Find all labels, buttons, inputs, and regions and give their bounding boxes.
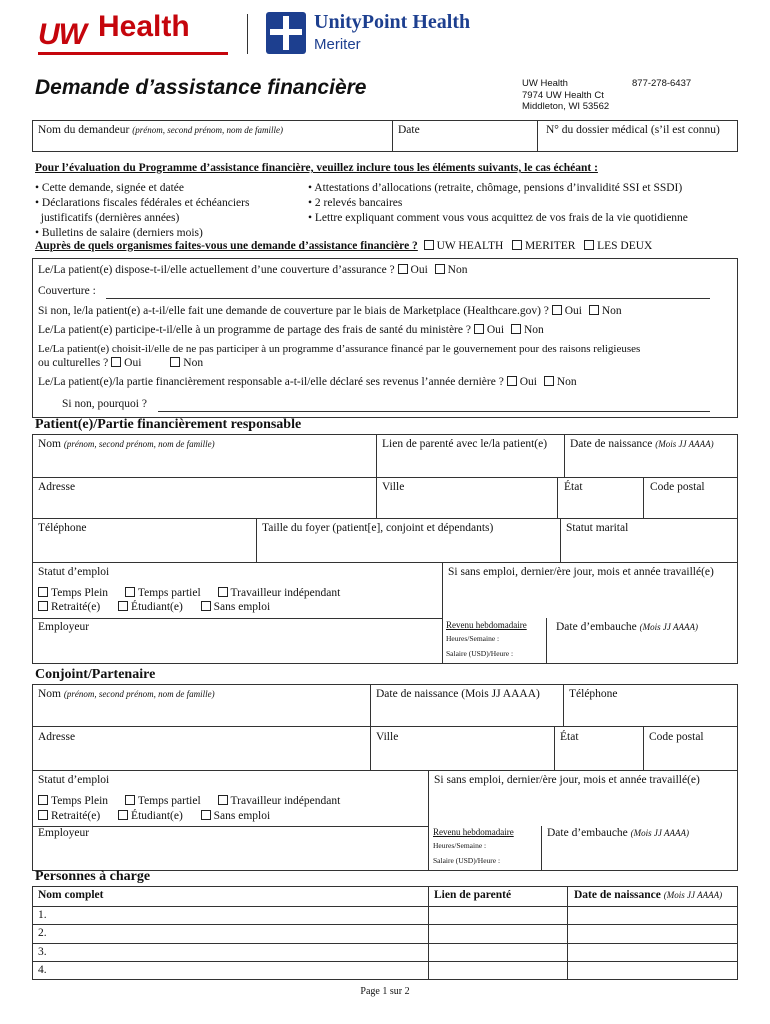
patient-unemployed-checkbox[interactable] — [201, 601, 211, 611]
both-checkbox[interactable] — [584, 240, 594, 250]
meriter-name: Meriter — [314, 36, 361, 53]
applicant-date-field[interactable]: Date — [398, 124, 420, 136]
spouse-employment-label: Statut d’emploi — [38, 774, 110, 786]
instructions-right-list: • Attestations d’allocations (retraite, chômage, pensions d’invalidité SSI et SSDI) • 2 relevés bancaires • Lettre expliquant comment vous vous acquittez de vos frais de la vie quotidienne — [308, 182, 688, 224]
spouse-retired-checkbox[interactable] — [38, 810, 48, 820]
phone-number: 877-278-6437 — [632, 78, 692, 89]
dependents-col-dob: Date de naissance (Mois JJ AAAA) — [574, 889, 723, 901]
spouse-section-title: Conjoint/Partenaire — [35, 667, 156, 682]
instructions-heading: Pour l’évaluation du Programme d’assistance financière, veuillez inclure tous les éléments suivants, le cas échéant : — [35, 162, 598, 174]
spouse-dob-field[interactable]: Date de naissance (Mois JJ AAAA) — [376, 688, 540, 700]
address-street: 7974 UW Health Ct — [522, 89, 604, 101]
cost-sharing-yes-checkbox[interactable] — [474, 324, 484, 334]
patient-city-field[interactable]: Ville — [382, 481, 405, 493]
spouse-address-field[interactable]: Adresse — [38, 731, 76, 743]
patient-address-field[interactable]: Adresse — [38, 481, 76, 493]
insurance-yes-checkbox[interactable] — [398, 264, 408, 274]
spouse-selfemployed-checkbox[interactable] — [218, 795, 228, 805]
patient-employment-options-2: Retraité(e) Étudiant(e) Sans emploi — [38, 601, 270, 613]
spouse-fulltime-checkbox[interactable] — [38, 795, 48, 805]
spouse-weekly-income[interactable]: Revenu hebdomadaire Heures/Semaine : Salaire (USD)/Heure : — [433, 827, 514, 865]
religious-question-cont: ou culturelles ? Oui Non — [38, 357, 204, 369]
dependent-row-4[interactable]: 4. — [38, 964, 47, 976]
dependents-col-name: Nom complet — [38, 889, 104, 901]
patient-phone-field[interactable]: Téléphone — [38, 522, 87, 534]
patient-student-checkbox[interactable] — [118, 601, 128, 611]
dependent-row-2[interactable]: 2. — [38, 927, 47, 939]
cost-sharing-no-checkbox[interactable] — [511, 324, 521, 334]
medical-record-field[interactable]: N° du dossier médical (s’il est connu) — [546, 124, 720, 136]
patient-retired-checkbox[interactable] — [38, 601, 48, 611]
coverage-input-line[interactable] — [106, 298, 710, 299]
meriter-checkbox[interactable] — [512, 240, 522, 250]
spouse-zip-field[interactable]: Code postal — [649, 731, 704, 743]
dependent-row-1[interactable]: 1. — [38, 909, 47, 921]
dependent-row-3[interactable]: 3. — [38, 946, 47, 958]
marketplace-question: Si non, le/la patient(e) a-t-il/elle fait une demande de couverture par le biais de Marketplace (Healthcare.gov) ? Oui Non — [38, 305, 622, 317]
spouse-employer-field[interactable]: Employeur — [38, 827, 90, 839]
spouse-name-field[interactable]: Nom (prénom, second prénom, nom de famille) — [38, 688, 215, 700]
patient-employment-label: Statut d’emploi — [38, 566, 110, 578]
address-block — [522, 78, 609, 113]
income-no-checkbox[interactable] — [544, 376, 554, 386]
patient-parttime-checkbox[interactable] — [125, 587, 135, 597]
patient-fulltime-checkbox[interactable] — [38, 587, 48, 597]
dependents-section-title: Personnes à charge — [35, 869, 151, 884]
patient-selfemployed-checkbox[interactable] — [218, 587, 228, 597]
instructions-left-list: • Cette demande, signée et datée • Déclarations fiscales fédérales et échéanciers justificatifs (dernières années) • Bulletins de salaire (derniers mois) — [35, 182, 250, 239]
insurance-question: Le/La patient(e) dispose-t-il/elle actuellement d’une couverture d’assurance ? Oui Non — [38, 264, 468, 276]
coverage-box — [32, 258, 738, 418]
religious-no-checkbox[interactable] — [170, 357, 180, 367]
uw-logo-word: Health — [98, 10, 190, 43]
spouse-hire-date-field[interactable]: Date d’embauche (Mois JJ AAAA) — [547, 827, 689, 839]
address-org: UW Health — [522, 78, 568, 89]
uw-health-checkbox[interactable] — [424, 240, 434, 250]
spouse-student-checkbox[interactable] — [118, 810, 128, 820]
form-title: Demande d’assistance financière — [35, 76, 367, 99]
insurance-no-checkbox[interactable] — [435, 264, 445, 274]
patient-weekly-income[interactable]: Revenu hebdomadaire Heures/Semaine : Salaire (USD)/Heure : — [446, 620, 527, 658]
patient-section-title: Patient(e)/Partie financièrement responsable — [35, 417, 302, 432]
patient-name-field[interactable]: Nom (prénom, second prénom, nom de famille) — [38, 438, 215, 450]
income-declared-question: Le/La patient(e)/la partie financièrement responsable a-t-il/elle déclaré ses revenus l’année dernière ? Oui Non — [38, 376, 577, 388]
spouse-parttime-checkbox[interactable] — [125, 795, 135, 805]
unitypoint-logo — [266, 12, 496, 56]
coverage-label: Couverture : — [38, 285, 96, 297]
page-number: Page 1 sur 2 — [360, 986, 410, 997]
marketplace-no-checkbox[interactable] — [589, 305, 599, 315]
spouse-unemployed-checkbox[interactable] — [201, 810, 211, 820]
patient-hire-date-field[interactable]: Date d’embauche (Mois JJ AAAA) — [556, 621, 698, 633]
why-not-input-line[interactable] — [158, 411, 710, 412]
patient-dob-field[interactable]: Date de naissance (Mois JJ AAAA) — [570, 438, 714, 450]
patient-state-field[interactable]: État — [564, 481, 583, 493]
income-yes-checkbox[interactable] — [507, 376, 517, 386]
applicant-name-field[interactable]: Nom du demandeur (prénom, second prénom, nom de famille) — [38, 124, 283, 136]
address-city: Middleton, WI 53562 — [522, 101, 610, 112]
spouse-employment-options-2: Retraité(e) Étudiant(e) Sans emploi — [38, 810, 270, 822]
unitypoint-cross-icon — [266, 12, 306, 54]
why-not-label: Si non, pourquoi ? — [62, 398, 147, 410]
uw-logo-prefix: UW — [38, 18, 86, 51]
spouse-state-field[interactable]: État — [560, 731, 579, 743]
patient-marital-field[interactable]: Statut marital — [566, 522, 629, 534]
marketplace-yes-checkbox[interactable] — [552, 305, 562, 315]
religious-yes-checkbox[interactable] — [111, 357, 121, 367]
dependents-col-relation: Lien de parenté — [434, 889, 512, 901]
spouse-phone-field[interactable]: Téléphone — [569, 688, 618, 700]
patient-zip-field[interactable]: Code postal — [650, 481, 705, 493]
unitypoint-name: UnityPoint Health — [314, 11, 471, 33]
spouse-city-field[interactable]: Ville — [376, 731, 399, 743]
cost-sharing-question: Le/La patient(e) participe-t-il/elle à un programme de partage des frais de santé du ministère ? Oui Non — [38, 324, 544, 336]
religious-question: Le/La patient(e) choisit-il/elle de ne pas participer à un programme d’assurance financé par le gouvernement pour des raisons religieuses — [38, 343, 641, 355]
spouse-employment-options-1: Temps Plein Temps partiel Travailleur indépendant — [38, 795, 340, 807]
organization-question: Auprès de quels organismes faites-vous une demande d’assistance financière ? UW HEALTH MERITER LES DEUX — [35, 240, 653, 252]
patient-relation-field[interactable]: Lien de parenté avec le/la patient(e) — [382, 438, 548, 450]
spouse-unemployed-field[interactable]: Si sans emploi, dernier/ère jour, mois et année travaillé(e) — [434, 774, 700, 786]
patient-employer-field[interactable]: Employeur — [38, 621, 90, 633]
patient-unemployed-field[interactable]: Si sans emploi, dernier/ère jour, mois et année travaillé(e) — [448, 566, 714, 578]
patient-employment-options-1: Temps Plein Temps partiel Travailleur indépendant — [38, 587, 340, 599]
patient-household-field[interactable]: Taille du foyer (patient[e], conjoint et dépendants) — [262, 522, 494, 534]
uw-health-logo — [38, 12, 230, 56]
